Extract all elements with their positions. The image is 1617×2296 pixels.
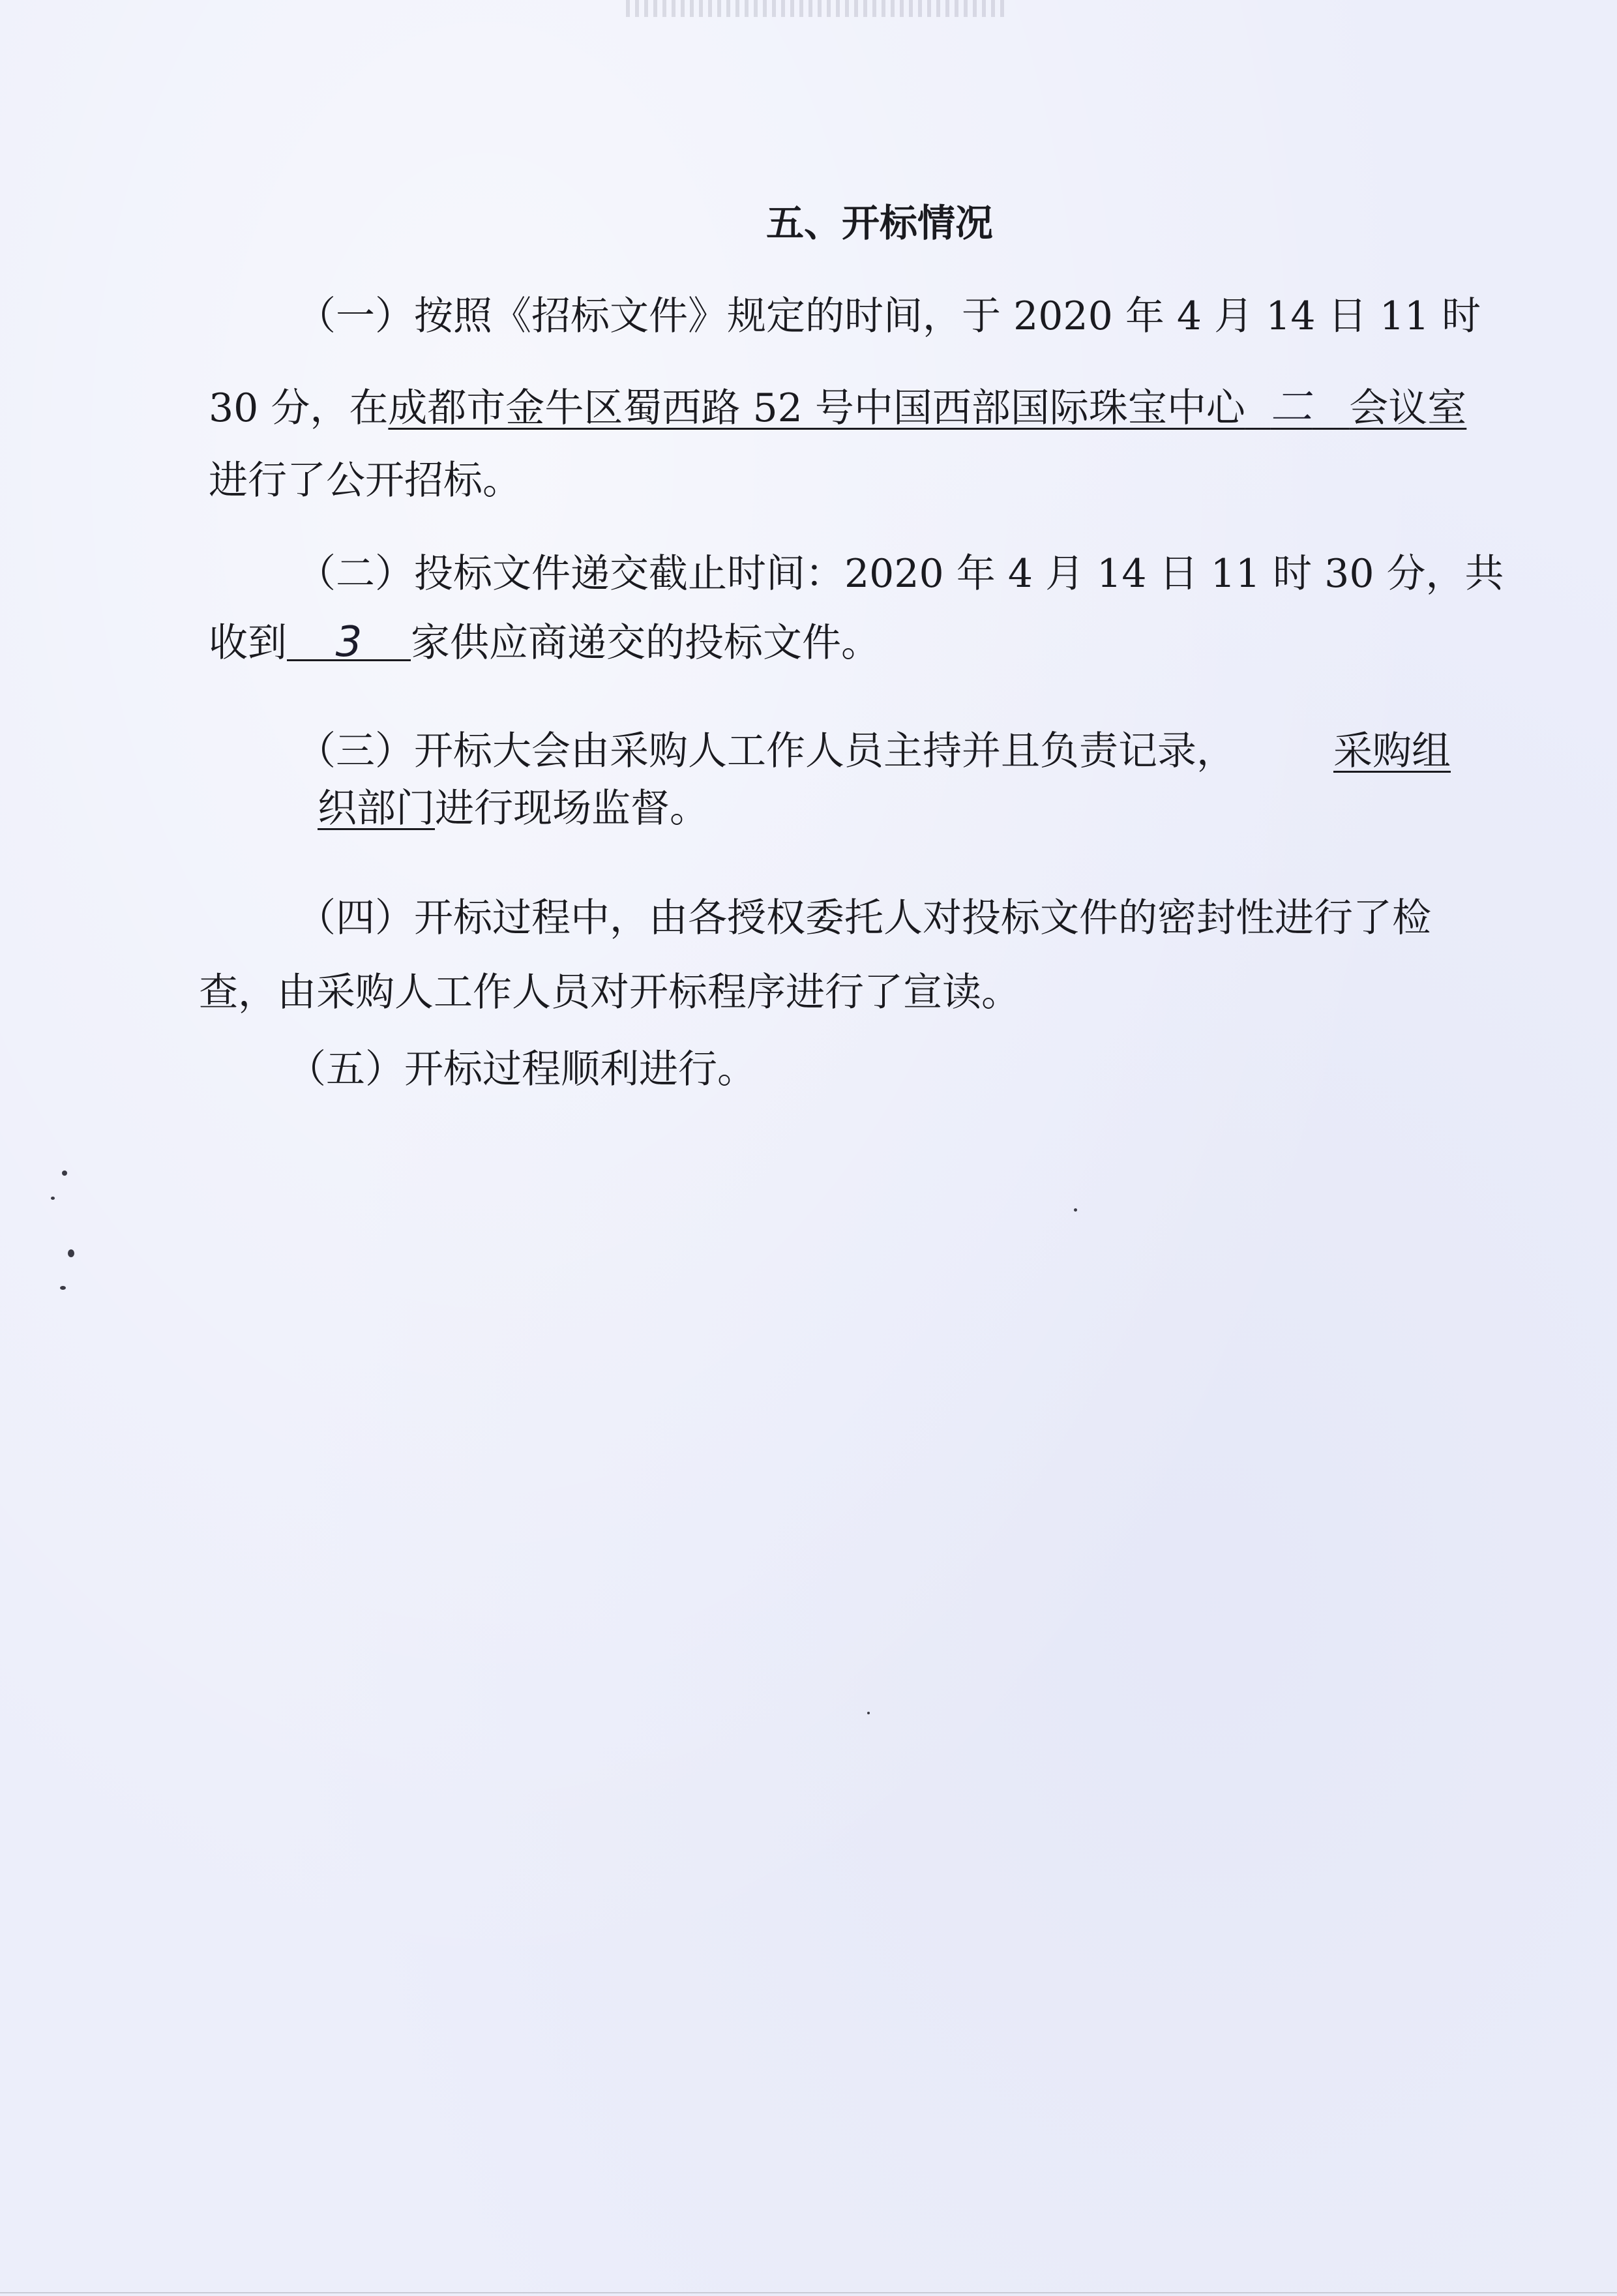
para3-prefix: （三）开标大会由采购人工作人员主持并且负责记录，	[297, 728, 1236, 774]
scan-speck	[68, 1249, 74, 1257]
para3-blank-line2: 织部门	[318, 786, 435, 831]
para4-line1: （四）开标过程中，由各授权委托人对投标文件的密封性进行了检	[297, 895, 1431, 941]
scan-speck	[51, 1197, 55, 1200]
page-title: 五、开标情况	[766, 201, 994, 245]
para2-prefix: 收到	[209, 620, 287, 666]
scan-speck	[60, 1286, 66, 1290]
para3-suffix: 进行现场监督。	[435, 786, 709, 831]
para1-line3: 进行了公开招标。	[209, 458, 522, 503]
para1-line2	[209, 381, 1466, 434]
para1-location: 成都市金牛区蜀西路 52 号中国西部国际珠宝中心 二 会议室	[388, 383, 1467, 432]
handwritten-room-number: 二	[1270, 383, 1313, 432]
para2-line1: （二）投标文件递交截止时间：2020 年 4 月 14 日 11 时 30 分，共	[297, 551, 1504, 597]
para1-room: 会议室	[1349, 385, 1467, 431]
para2-line2	[209, 616, 880, 669]
para5-line1: （五）开标过程顺利进行。	[287, 1047, 756, 1092]
scan-bottom-edge	[0, 2292, 1617, 2293]
para1-line1: （一）按照《招标文件》规定的时间，于 2020 年 4 月 14 日 11 时	[297, 293, 1481, 339]
para3-line2	[318, 783, 709, 835]
para3-line1	[297, 725, 1451, 777]
para4-line2: 查，由采购人工作人员对开标程序进行了宣读。	[199, 970, 1020, 1015]
scan-speck	[62, 1170, 67, 1176]
para3-blank-line1: 采购组	[1333, 728, 1451, 774]
para2-suffix: 家供应商递交的投标文件。	[411, 620, 880, 666]
scan-noise	[626, 0, 1004, 17]
para1-prefix: 30 分，在	[209, 385, 389, 431]
scan-speck	[867, 1712, 870, 1714]
scan-speck	[1074, 1208, 1077, 1212]
handwritten-supplier-count: 3	[335, 618, 363, 666]
supplier-count-blank	[287, 616, 411, 666]
